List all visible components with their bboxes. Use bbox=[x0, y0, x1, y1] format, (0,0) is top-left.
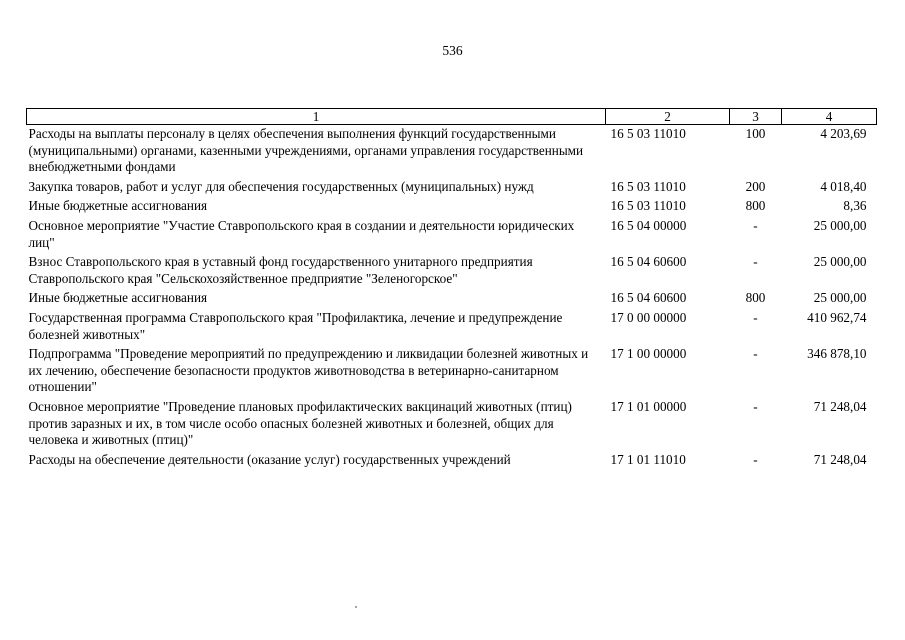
row-type-cell: - bbox=[753, 254, 758, 270]
table-row bbox=[27, 345, 877, 398]
row-amount-cell: 25 000,00 bbox=[813, 217, 867, 233]
table-row bbox=[27, 253, 877, 289]
header-row bbox=[27, 109, 877, 125]
table-row bbox=[27, 178, 877, 198]
header-col-1: 1 bbox=[27, 109, 606, 125]
row-code-cell: 16 5 03 11010 bbox=[610, 178, 686, 194]
row-code-cell: 17 0 00 00000 bbox=[610, 309, 687, 325]
page-number: 536 bbox=[442, 43, 463, 58]
row-name-cell: Государственная программа Ставропольского края "Профилактика, лечение и предупреждение болезней животных" bbox=[28, 309, 563, 342]
table-row bbox=[27, 398, 877, 451]
row-type-cell: - bbox=[753, 451, 758, 467]
row-type-cell: 800 bbox=[745, 290, 766, 306]
row-amount-cell: 71 248,04 bbox=[813, 398, 867, 414]
row-code-cell: 17 1 01 00000 bbox=[610, 398, 687, 414]
header-col-3: 3 bbox=[730, 109, 782, 125]
row-code-cell: 16 5 04 60600 bbox=[610, 290, 687, 306]
row-name-cell: Иные бюджетные ассигнования bbox=[28, 198, 208, 214]
table-row bbox=[27, 217, 877, 253]
row-name-cell: Расходы на выплаты персоналу в целях обеспечения выполнения функций государственными (муниципальными) органами, казенными учреждениями, органами управления государственными внебюджетными фондами bbox=[28, 126, 584, 175]
scan-speck bbox=[355, 606, 357, 608]
row-type-cell: - bbox=[753, 346, 758, 362]
row-name-cell: Взнос Ставропольского края в уставный фонд государственного унитарного предприятия Ставропольского края "Сельскохозяйственное предприятие "Зеленогорское" bbox=[28, 254, 533, 286]
budget-table bbox=[26, 108, 877, 470]
row-code-cell: 16 5 04 00000 bbox=[610, 217, 687, 233]
row-code-cell: 17 1 00 00000 bbox=[610, 346, 687, 362]
header-col-4: 4 bbox=[782, 109, 877, 125]
row-code-cell: 17 1 01 11010 bbox=[610, 451, 686, 467]
row-type-cell: 200 bbox=[745, 178, 766, 194]
row-amount-cell: 4 203,69 bbox=[820, 126, 867, 141]
table-row bbox=[27, 197, 877, 217]
row-amount-cell: 25 000,00 bbox=[813, 254, 867, 270]
row-name-cell: Расходы на обеспечение деятельности (оказание услуг) государственных учреждений bbox=[28, 451, 511, 467]
table-row bbox=[27, 309, 877, 345]
row-amount-cell: 71 248,04 bbox=[813, 451, 867, 467]
row-code-cell: 16 5 03 11010 bbox=[610, 198, 686, 214]
row-type-cell: - bbox=[753, 309, 758, 325]
row-name-cell: Основное мероприятие "Проведение плановых профилактических вакцинаций животных (птиц) против заразных и их, в том числе особо опасных болезней животных и болезней, общих для человека и животных (птиц)" bbox=[28, 398, 572, 448]
row-name-cell: Подпрограмма "Проведение мероприятий по предупреждению и ликвидации болезней животных и их лечению, обеспечение безопасности продуктов животноводства в ветеринарно-санитарном отношении" bbox=[28, 346, 589, 395]
header-col-2: 2 bbox=[606, 109, 730, 125]
row-amount-cell: 346 878,10 bbox=[807, 346, 867, 362]
table-body bbox=[27, 125, 877, 471]
row-amount-cell: 4 018,40 bbox=[820, 178, 867, 194]
row-amount-cell: 8,36 bbox=[843, 198, 867, 214]
row-name-cell: Основное мероприятие "Участие Ставропольского края в создании и деятельности юридических лиц" bbox=[28, 217, 575, 250]
row-type-cell: 100 bbox=[745, 126, 766, 141]
row-code-cell: 16 5 04 60600 bbox=[610, 254, 687, 270]
table-header bbox=[27, 109, 877, 125]
row-code-cell: 16 5 03 11010 bbox=[610, 126, 686, 141]
row-name-cell: Иные бюджетные ассигнования bbox=[28, 290, 208, 306]
row-type-cell: - bbox=[753, 217, 758, 233]
row-type-cell: - bbox=[753, 398, 758, 414]
row-type-cell: 800 bbox=[745, 198, 766, 214]
table-row bbox=[27, 125, 877, 178]
table-row bbox=[27, 451, 877, 471]
table-row bbox=[27, 289, 877, 309]
row-name-cell: Закупка товаров, работ и услуг для обеспечения государственных (муниципальных) нужд bbox=[28, 178, 534, 194]
row-amount-cell: 410 962,74 bbox=[807, 309, 867, 325]
row-amount-cell: 25 000,00 bbox=[813, 290, 867, 306]
